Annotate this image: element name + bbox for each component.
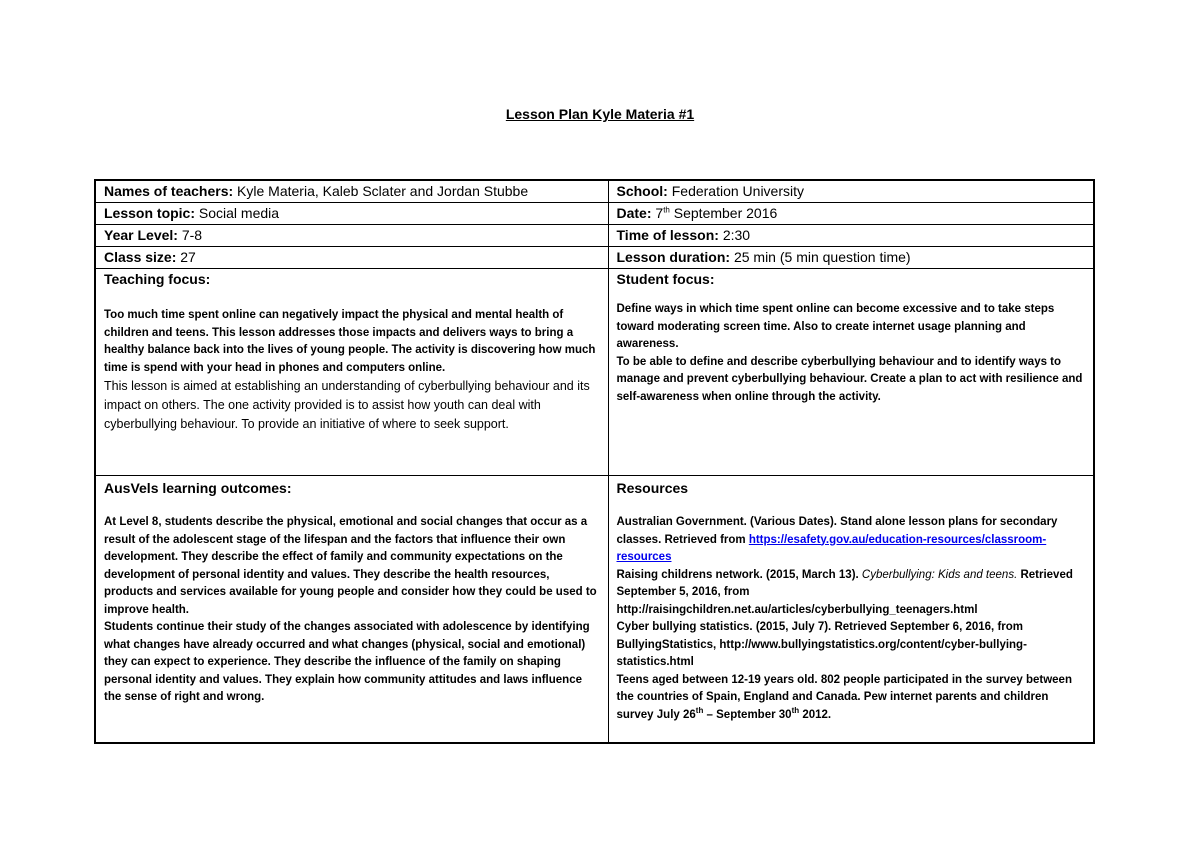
teachers-value: Kyle Materia, Kaleb Sclater and Jordan Stubbe (233, 183, 529, 199)
school-label: School: (616, 183, 668, 199)
resource-4-sup-1: th (695, 705, 704, 715)
resources-cell (608, 476, 1094, 744)
resources-title: Resources (616, 480, 689, 496)
outcomes-cell (95, 476, 608, 744)
resource-item-1 (617, 514, 1086, 567)
outcomes-title: AusVels learning outcomes: (104, 480, 292, 496)
resource-4-year: 2012. (799, 708, 832, 721)
date-label: Date: (616, 205, 652, 221)
outcomes-para-2: Students continue their study of the changes associated with adolescence by identifying what changes have already occurred and what changes (physical, social and emotional) they can expect to experience. They describe the influence of the family on shaping personal identity and values. They explain how community attitudes and laws influence the sense of right and wrong. (104, 621, 590, 703)
class-size-cell (95, 247, 608, 269)
table-row (95, 269, 1094, 476)
time-label: Time of lesson: (616, 227, 719, 243)
duration-value: 25 min (5 min question time) (730, 249, 911, 265)
duration-cell (608, 247, 1094, 269)
lesson-plan-table (94, 179, 1095, 744)
student-focus-para-2: To be able to define and describe cyberbullying behaviour and to identify ways to manage and prevent cyberbullying behaviour. Create a plan to act with resilience and self-awareness when online through the activity. (616, 355, 1083, 403)
resource-4-mid: – September 30 (703, 708, 792, 721)
teaching-focus-cell (95, 269, 608, 476)
topic-label: Lesson topic: (104, 205, 196, 221)
school-cell (608, 180, 1094, 203)
table-row (95, 225, 1094, 247)
teaching-focus-para-1: Too much time spent online can negatively impact the physical and mental health of children and teens. This lesson addresses those impacts and delivers ways to bring a healthy balance back into the lives of young people. The activity is discovering how much time is spend with your head in phones and computers online. (104, 309, 596, 374)
teaching-focus-title: Teaching focus: (104, 271, 211, 287)
teachers-label: Names of teachers: (104, 183, 234, 199)
resource-item-3: Cyber bullying statistics. (2015, July 7). Retrieved September 6, 2016, from BullyingStatistics, http://www.bullyingstatistics.org/content/cyber-bullying-statistics.html (616, 621, 1027, 668)
year-label: Year Level: (104, 227, 178, 243)
table-row (95, 476, 1094, 744)
time-cell (608, 225, 1094, 247)
teaching-focus-para-2: This lesson is aimed at establishing an understanding of cyberbullying behaviour and its impact on others. The one activity provided is to assist how youth can deal with cyberbullying behaviour. To provide an initiative of where to seek support. (104, 379, 590, 431)
resource-2-source: Retrieved September 5, 2016, from http://raisingchildren.net.au/articles/cyberbullying_teenagers.html (616, 568, 1073, 616)
resource-1-link[interactable]: https://esafety.gov.au/education-resources/classroom-resources (616, 533, 1047, 563)
resource-2-title: Cyberbullying: Kids and teens. (861, 568, 1018, 581)
teachers-cell (95, 180, 608, 203)
date-value-suffix: th (663, 205, 670, 215)
resource-item-2 (617, 567, 1086, 620)
school-value: Federation University (667, 183, 805, 199)
date-value-month: September 2016 (669, 205, 778, 221)
resource-4-sup-2: th (791, 705, 800, 715)
resource-item-4 (617, 672, 1086, 725)
resource-4-text: Teens aged between 12-19 years old. 802 people participated in the survey between the countries of Spain, England and Canada. Pew internet parents and children survey July 26 (616, 673, 1072, 721)
date-value-day: 7 (651, 205, 664, 221)
student-focus-title: Student focus: (616, 271, 715, 287)
topic-value: Social media (195, 205, 280, 221)
student-focus-cell (608, 269, 1094, 476)
class-size-value: 27 (176, 249, 196, 265)
student-focus-para-1: Define ways in which time spent online can become excessive and to take steps toward moderating screen time. Also to create internet usage planning and awareness. (616, 303, 1055, 350)
class-size-label: Class size: (104, 249, 177, 265)
table-row (95, 247, 1094, 269)
table-row (95, 203, 1094, 225)
page-title: Lesson Plan Kyle Materia #1 (505, 106, 695, 122)
resource-1-text: Australian Government. (Various Dates). Stand alone lesson plans for secondary classes. Retrieved from (616, 516, 1058, 546)
date-cell (608, 203, 1094, 225)
resource-2-text: Raising childrens network. (2015, March 13). (616, 568, 862, 581)
topic-cell (95, 203, 608, 225)
outcomes-para-1: At Level 8, students describe the physical, emotional and social changes that occur as a result of the adolescent stage of the lifespan and the factors that influence their own development. They describe the effect of family and community expectations on the development of personal identity and values. They describe the health resources, products and services available for young people and consider how they could be used to improve health. (104, 516, 597, 616)
year-value: 7-8 (177, 227, 203, 243)
duration-label: Lesson duration: (616, 249, 731, 265)
time-value: 2:30 (718, 227, 751, 243)
table-row (95, 180, 1094, 203)
year-cell (95, 225, 608, 247)
